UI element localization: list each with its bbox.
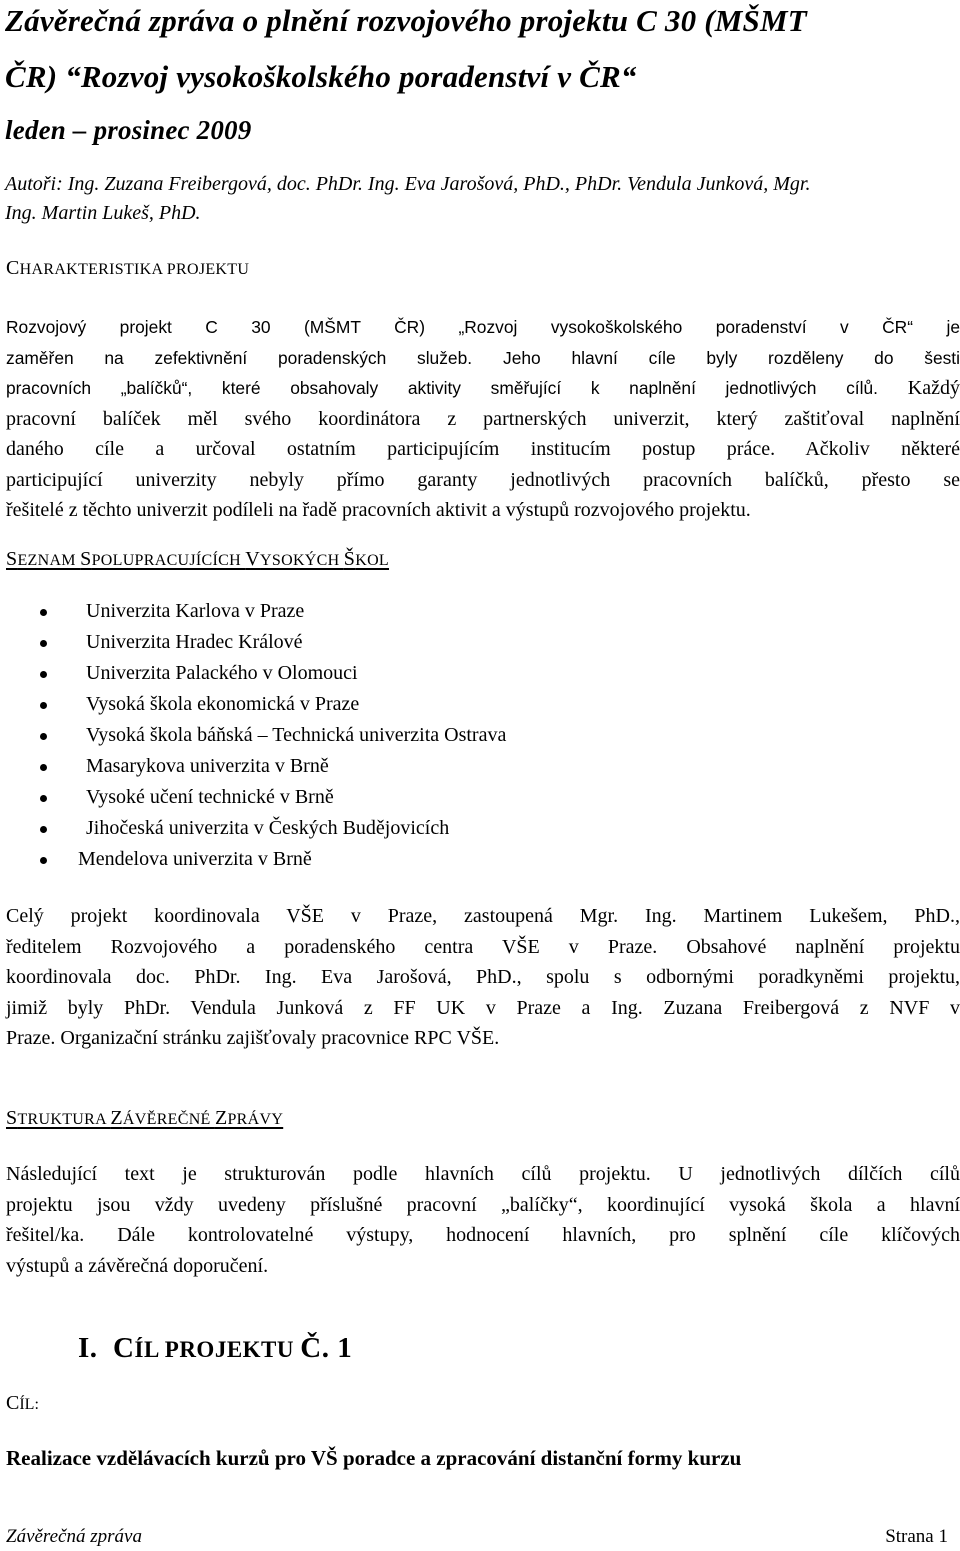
authors-line-1: Autoři: Ing. Zuzana Freibergová, doc. PhDr. Ing. Eva Jarošová, PhD., PhDr. Vendula Junková, Mgr. [5,173,811,195]
schools-heading: SEZNAM SPOLUPRACUJÍCÍCH VYSOKÝCH ŠKOL [6,548,390,570]
goal-text: Realizace vzdělávacích kurzů pro VŠ poradce a zpracování distanční formy kurzu [6,1446,742,1470]
paragraph-line: Rozvojový projekt C 30 (MŠMT ČR) „Rozvoj vysokoškolského poradenství v ČR“ je [6,317,960,337]
page-number: Strana 1 [885,1526,948,1547]
bullet-icon [40,857,47,864]
characteristics-paragraph [6,312,960,526]
bullet-icon [40,733,47,740]
paragraph-line: Praze. Organizační stránku zajišťovaly pracovnice RPC VŠE. [6,1027,500,1049]
paragraph-line: participující univerzity nebyly přímo garanty jednotlivých pracovních balíčků, přesto se [6,468,960,491]
characteristics-heading: CHARAKTERISTIKA PROJEKTU [6,257,250,279]
paragraph-line: Celý projekt koordinovala VŠE v Praze, zastoupená Mgr. Ing. Martinem Lukešem, PhD., [6,905,960,927]
goal-heading: I. CÍL PROJEKTU Č. 1 [78,1332,353,1364]
bullet-icon [40,795,47,802]
goal-label: CÍL: [6,1392,39,1414]
paragraph-line: zaměřen na zefektivnění poradenských služeb. Jeho hlavní cíle byly rozděleny do šesti [6,347,960,368]
paragraph-line: pracovní balíček měl svého koordinátora z partnerských univerzit, který zaštiťoval naplnění [6,407,960,430]
structure-heading: STRUKTURA ZÁVĚREČNÉ ZPRÁVY [6,1107,284,1129]
document-page: Závěrečná zpráva o plnění rozvojového projektu C 30 (MŠMT ČR) “Rozvoj vysokoškolského poradenství v ČR“ leden – prosinec 2009 Autoři: Ing. Zuzana Freibergová, doc. PhDr. Ing. Eva Jarošová, PhD., PhDr. Vendula Junková, Mgr. Ing. Martin Lukeš, PhD. CHARAKTERISTIKA PROJEKTU Rozvojový projekt C 30 (MŠMT ČR) „Rozvoj vysokoškolského poradenství v ČR“ je zaměřen na zefektivnění poradenských služeb. Jeho hlavní cíle byly rozděleny do šesti pracovních „balíčků“, které obsahovaly aktivity směřující k naplnění jednotlivých cílů. Každý pracovní balíček měl svého koordinátora z partnerských univerzit, který zaštiťoval naplnění daného cíle a určoval ostatním participujícím institucím postup práce. Ačkoliv některé participující univerzity nebyly přímo garanty jednotlivých pracovních balíčků, přesto se řešitelé z těchto univerzit podíleli na řadě pracovních aktivit a výstupů rozvojového projektu. SEZNAM SPOLUPRACUJÍCÍCH VYSOKÝCH ŠKOL Univerzita Karlova v Praze Univerzita Hradec Králové Univerzita Palackého v Olomouci Vysoká škola ekonomická v Praze Vysoká škola báňská – Technická univerzita Ostrava Masarykova univerzita v Brně Vysoké učení technické v Brně Jihočeská univerzita v Českých Budějovicích Mendelova univerzita v Brně Celý projekt koordinovala VŠE v Praze, zastoupená Mgr. Ing. Martinem Lukešem, PhD., ředitelem Rozvojového a poradenského centra VŠE v Praze. Obsahové naplnění projektu koordinovala doc. PhDr. Ing. Eva Jarošová, PhD., spolu s odbornými poradkyněmi projektu, jimiž byly PhDr. Vendula Junková z FF UK v Praze a Ing. Zuzana Freibergová z NVF v Praze. Organizační stránku zajišťovaly pracovnice RPC VŠE. STRUKTURA ZÁVĚREČNÉ ZPRÁVY Následující text je strukturován podle hlavních cílů projektu. U jednotlivých dílčích cílů projektu jsou vždy uvedeny příslušné pracovní „balíčky“, koordinující vysoká škola a hlavní řešitel/ka. Dále kontrolovatelné výstupy, hodnocení hlavních, pro splnění cíle klíčových výstupů a závěrečná doporučení. I. CÍL PROJEKTU Č. 1 CÍL: Realizace vzdělávacích kurzů pro VŠ poradce a zpracování distanční formy kurzu Závěrečná zpráva Strana 1 [5,3,960,1547]
paragraph-line: řešitelé z těchto univerzit podíleli na řadě pracovních aktivit a výstupů rozvojového projektu. [6,499,751,521]
authors-line-2: Ing. Martin Lukeš, PhD. [5,202,201,224]
paragraph-line: koordinovala doc. PhDr. Ing. Eva Jarošová, PhD., spolu s odbornými poradkyněmi projektu, [6,966,960,988]
bullet-icon [40,609,47,616]
paragraph-line: projektu jsou vždy uvedeny příslušné pracovní „balíčky“, koordinující vysoká škola a hlavní [6,1193,960,1216]
paragraph-line: Následující text je strukturován podle hlavních cílů projektu. U jednotlivých dílčích cílů [6,1163,960,1185]
paragraph-line: výstupů a závěrečná doporučení. [6,1254,269,1277]
bullet-icon [40,640,47,647]
coordination-paragraph [6,901,960,1054]
bullet-icon [40,671,47,678]
title-line-3: leden – prosinec 2009 [5,115,252,145]
footer-title: Závěrečná zpráva [6,1526,142,1547]
title-line-1: Závěrečná zpráva o plnění rozvojového projektu C 30 (MŠMT [5,3,807,38]
bullet-icon [40,764,47,771]
paragraph-line: ředitelem Rozvojového a poradenského centra VŠE v Praze. Obsahové naplnění projektu [6,935,960,958]
paragraph-line: pracovních „balíčků“, které obsahovaly aktivity směřující k naplnění jednotlivých cílů. Každý [6,377,960,399]
bullet-icon [40,702,47,709]
bullet-icon [40,826,47,833]
paragraph-line: řešitel/ka. Dále kontrolovatelné výstupy, hodnocení hlavních, pro splnění cíle klíčových [6,1224,960,1246]
title-line-2: ČR) “Rozvoj vysokoškolského poradenství v ČR“ [5,59,637,94]
paragraph-line: daného cíle a určoval ostatním participujícím institucím postup práce. Ačkoliv některé [6,438,960,460]
paragraph-line: jimiž byly PhDr. Vendula Junková z FF UK v Praze a Ing. Zuzana Freibergová z NVF v [6,996,960,1019]
structure-paragraph [6,1159,960,1281]
